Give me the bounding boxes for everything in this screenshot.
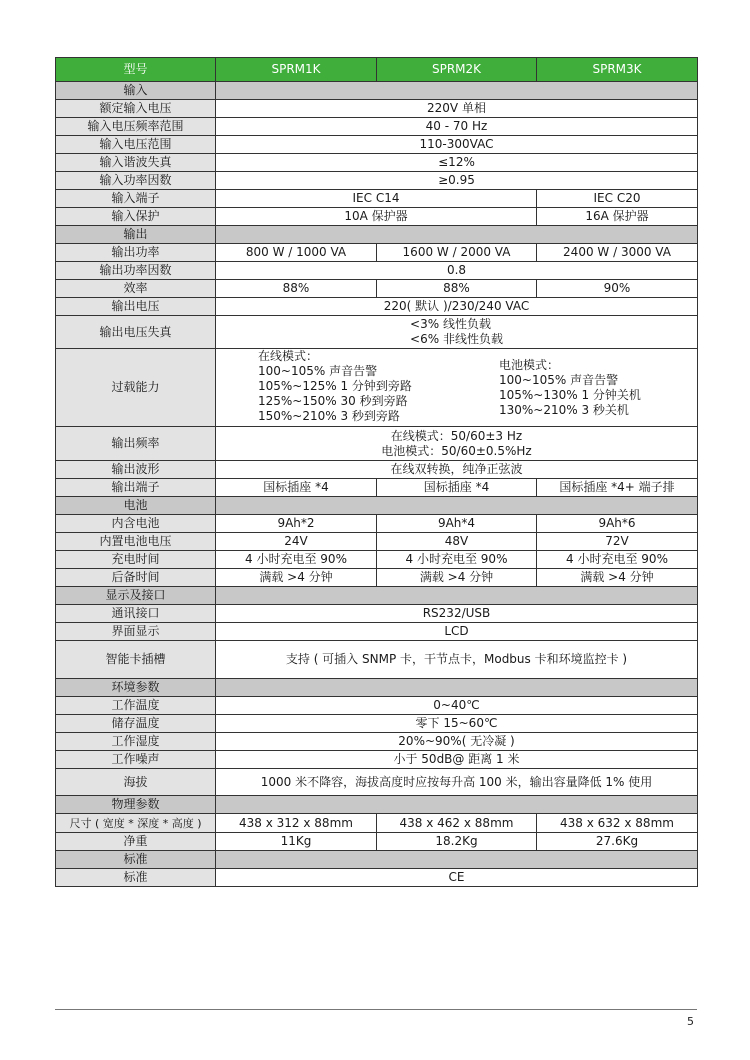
row-label: 输出端子 <box>56 479 216 497</box>
table-row <box>56 551 698 569</box>
row-value: 88% <box>216 280 377 298</box>
row-label: 后备时间 <box>56 569 216 587</box>
table-row <box>56 154 698 172</box>
row-label: 工作温度 <box>56 697 216 715</box>
table-row <box>56 280 698 298</box>
row-value: 438 x 632 x 88mm <box>537 814 698 833</box>
table-row <box>56 461 698 479</box>
header-sprm3k: SPRM3K <box>537 58 698 82</box>
row-value: 88% <box>377 280 537 298</box>
row-label: 内置电池电压 <box>56 533 216 551</box>
row-label: 充电时间 <box>56 551 216 569</box>
table-row <box>56 751 698 769</box>
row-label: 输出功率因数 <box>56 262 216 280</box>
row-value: 16A 保护器 <box>537 208 698 226</box>
row-value <box>216 349 698 427</box>
table-row <box>56 605 698 623</box>
header-sprm2k: SPRM2K <box>377 58 537 82</box>
row-value: 满载 >4 分钟 <box>216 569 377 587</box>
row-value: 110-300VAC <box>216 136 698 154</box>
row-value: LCD <box>216 623 698 641</box>
section-title: 输出 <box>56 226 216 244</box>
row-value: 国标插座 *4+ 端子排 <box>537 479 698 497</box>
row-label: 输出波形 <box>56 461 216 479</box>
row-value: 4 小时充电至 90% <box>377 551 537 569</box>
section-physical <box>56 796 698 814</box>
table-row <box>56 349 698 427</box>
distortion-linear: <3% 线性负载 <box>410 317 491 331</box>
row-value: 国标插座 *4 <box>216 479 377 497</box>
row-value <box>216 316 698 349</box>
row-label: 界面显示 <box>56 623 216 641</box>
section-input <box>56 82 698 100</box>
section-output <box>56 226 698 244</box>
header-sprm1k: SPRM1K <box>216 58 377 82</box>
table-row <box>56 118 698 136</box>
row-label: 净重 <box>56 833 216 851</box>
section-title: 环境参数 <box>56 679 216 697</box>
row-label: 输入电压频率范围 <box>56 118 216 136</box>
row-value: 220( 默认 )/230/240 VAC <box>216 298 698 316</box>
table-row <box>56 533 698 551</box>
row-value: IEC C14 <box>216 190 537 208</box>
table-row <box>56 715 698 733</box>
row-label: 输入端子 <box>56 190 216 208</box>
row-label: 输入保护 <box>56 208 216 226</box>
section-battery <box>56 497 698 515</box>
table-row <box>56 427 698 461</box>
header-model: 型号 <box>56 58 216 82</box>
table-row <box>56 641 698 679</box>
page-number: 5 <box>687 1015 694 1028</box>
row-value: 零下 15~60℃ <box>216 715 698 733</box>
table-row <box>56 733 698 751</box>
row-value: 27.6Kg <box>537 833 698 851</box>
row-value: 支持 ( 可插入 SNMP 卡，干节点卡，Modbus 卡和环境监控卡 ) <box>216 641 698 679</box>
section-title: 显示及接口 <box>56 587 216 605</box>
overload-battery-mode: 电池模式： 100~105% 声音告警 105%~130% 1 分钟关机 130%~210% 3 秒关机 <box>499 358 641 417</box>
table-row <box>56 136 698 154</box>
row-value: 0.8 <box>216 262 698 280</box>
table-row <box>56 869 698 887</box>
table-row <box>56 623 698 641</box>
table-row <box>56 569 698 587</box>
row-value: 9Ah*6 <box>537 515 698 533</box>
row-label: 输入功率因数 <box>56 172 216 190</box>
table-row <box>56 697 698 715</box>
section-environment <box>56 679 698 697</box>
section-title: 输入 <box>56 82 216 100</box>
row-label: 内含电池 <box>56 515 216 533</box>
row-value: ≥0.95 <box>216 172 698 190</box>
row-label: 工作噪声 <box>56 751 216 769</box>
row-label: 海拔 <box>56 769 216 796</box>
row-label: 储存温度 <box>56 715 216 733</box>
row-value: 9Ah*2 <box>216 515 377 533</box>
row-value: 24V <box>216 533 377 551</box>
row-value: CE <box>216 869 698 887</box>
section-title: 电池 <box>56 497 216 515</box>
row-value: 438 x 312 x 88mm <box>216 814 377 833</box>
section-title: 物理参数 <box>56 796 216 814</box>
row-value: 800 W / 1000 VA <box>216 244 377 262</box>
row-label: 过载能力 <box>56 349 216 427</box>
table-row <box>56 515 698 533</box>
row-value: 220V 单相 <box>216 100 698 118</box>
row-value: 0~40℃ <box>216 697 698 715</box>
table-row <box>56 833 698 851</box>
row-value: IEC C20 <box>537 190 698 208</box>
row-value: 438 x 462 x 88mm <box>377 814 537 833</box>
freq-battery: 电池模式：50/60±0.5%Hz <box>381 443 532 458</box>
row-label: 输入谐波失真 <box>56 154 216 172</box>
table-row <box>56 814 698 833</box>
row-value: RS232/USB <box>216 605 698 623</box>
table-row <box>56 769 698 796</box>
row-label: 工作湿度 <box>56 733 216 751</box>
row-value: ≤12% <box>216 154 698 172</box>
table-row <box>56 172 698 190</box>
row-value: 小于 50dB@ 距离 1 米 <box>216 751 698 769</box>
table-row <box>56 100 698 118</box>
row-label: 智能卡插槽 <box>56 641 216 679</box>
row-value: 1000 米不降容，海拔高度时应按每升高 100 米，输出容量降低 1% 使用 <box>216 769 698 796</box>
row-value <box>216 427 698 461</box>
table-row <box>56 208 698 226</box>
spec-table <box>55 57 698 887</box>
row-label: 通讯接口 <box>56 605 216 623</box>
row-label: 效率 <box>56 280 216 298</box>
row-value: 满载 >4 分钟 <box>377 569 537 587</box>
row-value: 18.2Kg <box>377 833 537 851</box>
row-label: 额定输入电压 <box>56 100 216 118</box>
row-value: 9Ah*4 <box>377 515 537 533</box>
table-row <box>56 298 698 316</box>
row-value: 10A 保护器 <box>216 208 537 226</box>
row-value: 在线双转换，纯净正弦波 <box>216 461 698 479</box>
row-label: 标准 <box>56 869 216 887</box>
freq-online: 在线模式：50/60±3 Hz <box>390 428 523 443</box>
row-value: 72V <box>537 533 698 551</box>
section-display <box>56 587 698 605</box>
row-value: 90% <box>537 280 698 298</box>
table-row <box>56 316 698 349</box>
table-row <box>56 190 698 208</box>
table-row <box>56 262 698 280</box>
row-value: 4 小时充电至 90% <box>216 551 377 569</box>
row-label: 输出电压失真 <box>56 316 216 349</box>
section-title: 标准 <box>56 851 216 869</box>
row-value: 国标插座 *4 <box>377 479 537 497</box>
row-value: 48V <box>377 533 537 551</box>
row-label: 输出频率 <box>56 427 216 461</box>
row-label: 尺寸 ( 宽度 * 深度 * 高度 ) <box>56 814 216 833</box>
row-value: 11Kg <box>216 833 377 851</box>
row-label: 输入电压范围 <box>56 136 216 154</box>
row-label: 输出电压 <box>56 298 216 316</box>
row-value: 2400 W / 3000 VA <box>537 244 698 262</box>
table-row <box>56 244 698 262</box>
row-value: 20%~90%( 无冷凝 ) <box>216 733 698 751</box>
distortion-nonlinear: <6% 非线性负载 <box>410 332 503 346</box>
row-label: 输出功率 <box>56 244 216 262</box>
section-standard <box>56 851 698 869</box>
header-row <box>56 58 698 82</box>
row-value: 4 小时充电至 90% <box>537 551 698 569</box>
row-value: 40 - 70 Hz <box>216 118 698 136</box>
overload-online-mode: 在线模式： 100~105% 声音告警 105%~125% 1 分钟到旁路 125%~150% 30 秒到旁路 150%~210% 3 秒到旁路 <box>258 349 412 423</box>
table-row <box>56 479 698 497</box>
footer-divider <box>55 1009 697 1010</box>
row-value: 满载 >4 分钟 <box>537 569 698 587</box>
row-value: 1600 W / 2000 VA <box>377 244 537 262</box>
